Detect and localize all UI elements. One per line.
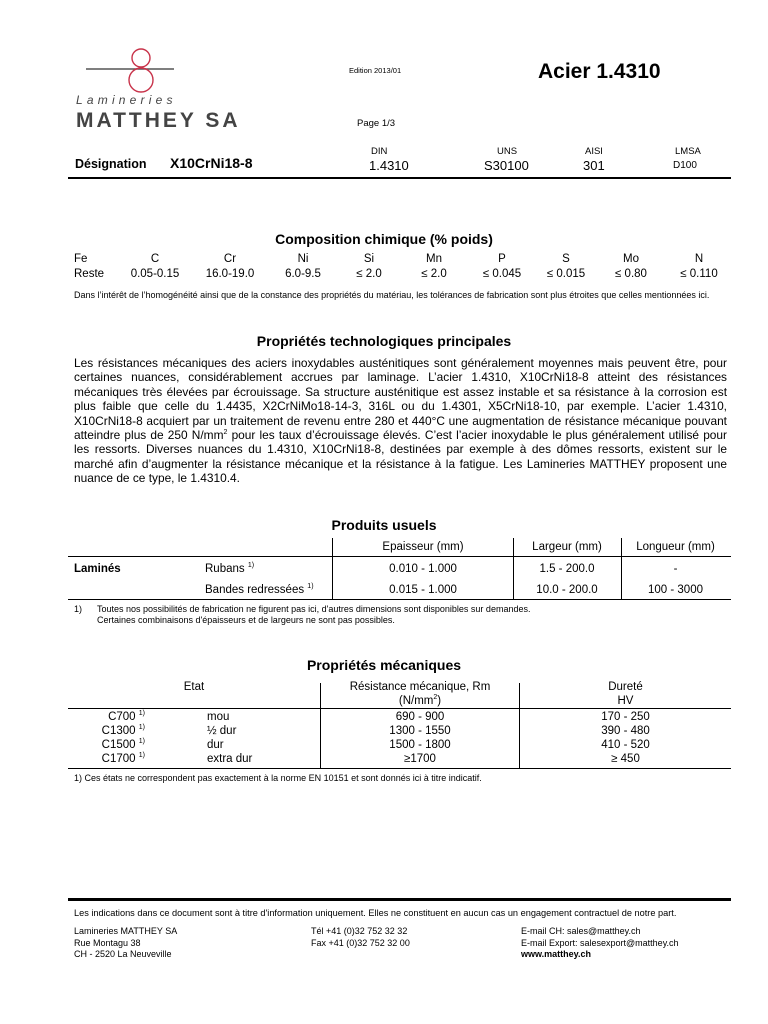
code-text: C1700 [101, 753, 136, 765]
company-logo [86, 44, 176, 98]
rm-unit-close: ) [437, 695, 442, 707]
prod-name-2: Bandes redressées [205, 584, 305, 596]
address-line1: Lamineries MATTHEY SA [74, 926, 178, 936]
table-rule [68, 599, 731, 600]
meca-hv-1: 170 - 250 [601, 711, 650, 723]
page-title: Acier 1.4310 [538, 60, 661, 83]
page-number: Page 1/3 [357, 118, 396, 129]
produits-heading: Produits usuels [331, 517, 437, 533]
meca-rm-4: ≥1700 [404, 753, 436, 765]
code-sup: 1) [138, 738, 145, 746]
val-p: ≤ 0.045 [482, 268, 522, 280]
code-sup: 1) [138, 724, 145, 732]
prod-sup-1: 1) [247, 562, 255, 570]
meca-col-etat: Etat [183, 681, 205, 693]
meca-etat-4: extra dur [207, 753, 253, 765]
std-value-aisi: 301 [583, 158, 605, 173]
code-text: C1300 [101, 725, 136, 737]
el-cr: Cr [223, 253, 237, 265]
el-fe: Fe [74, 253, 88, 265]
meca-hv-4: ≥ 450 [611, 753, 640, 765]
val-n: ≤ 0.110 [680, 268, 718, 280]
std-value-uns: S30100 [484, 158, 529, 173]
val-mn: ≤ 2.0 [421, 268, 447, 280]
address-line3: CH - 2520 La Neuveville [74, 949, 172, 959]
meca-code-4 [90, 753, 145, 765]
el-s: S [562, 253, 570, 265]
designation-grade: X10CrNi18-8 [170, 155, 253, 171]
fax: Fax +41 (0)32 752 32 00 [311, 938, 410, 948]
val-ni: 6.0-9.5 [285, 268, 321, 280]
meca-hv-2: 390 - 480 [601, 725, 650, 737]
footer-rule [68, 898, 731, 901]
prod-group: Laminés [74, 563, 121, 575]
designation-label: Désignation [75, 157, 147, 171]
val-fe: Reste [74, 268, 105, 280]
code-sup: 1) [138, 710, 145, 718]
prod-col-ep: Epaisseur (mm) [382, 541, 464, 553]
code-text: C700 [108, 711, 136, 723]
meca-rm-2: 1300 - 1550 [389, 725, 451, 737]
email-export[interactable]: E-mail Export: salesexport@matthey.ch [521, 938, 679, 948]
el-mn: Mn [426, 253, 442, 265]
el-ni: Ni [297, 253, 309, 265]
prod-col-long: Longueur (mm) [636, 541, 715, 553]
prod-col-larg: Largeur (mm) [532, 541, 602, 553]
techno-text-2: pour les taux d’écrouissage élevés. C’est l’acier inoxydable le plus généralement utilisé pour les ressorts. Diverses nuances du 1.4310, X10CrNi18-8, destinées par exemple à des dômes ressorts, existent sur le marché afin d’augmenter la résistance mécanique et la résistance à la fatigue. Les Lamineries MATTHEY proposent une nuance de ce type, le 1.4310.4. [74, 428, 727, 486]
techno-heading: Propriétés technologiques principales [256, 333, 512, 349]
meca-code-2 [90, 725, 145, 737]
meca-col-dur: Dureté [608, 681, 643, 693]
prod-larg-2: 10.0 - 200.0 [536, 584, 598, 596]
prod-row-name [205, 563, 254, 575]
el-c: C [150, 253, 160, 265]
table-rule [68, 708, 731, 709]
meca-col-rm-unit [321, 695, 519, 707]
prod-ep-2: 0.015 - 1.000 [389, 584, 457, 596]
prod-long-1: - [673, 563, 678, 575]
prod-long-2: 100 - 3000 [648, 584, 703, 596]
disclaimer: Les indications dans ce document sont à titre d'information uniquement. Elles ne constituent en aucun cas un engagement contractuel de notre part. [74, 908, 677, 918]
table-rule [68, 768, 731, 769]
code-sup: 1) [138, 752, 145, 760]
composition-heading: Composition chimique (% poids) [275, 231, 493, 247]
meca-col-rm: Résistance mécanique, Rm [349, 681, 491, 693]
meca-code-3 [90, 739, 145, 751]
val-c: 0.05-0.15 [130, 268, 180, 280]
techno-paragraph [74, 356, 727, 486]
prod-sup-2: 1) [307, 583, 314, 591]
brand-line2: MATTHEY SA [76, 109, 241, 132]
edition: Edition 2013/01 [349, 66, 402, 75]
meca-code-1 [90, 711, 145, 723]
code-text: C1500 [101, 739, 136, 751]
el-si: Si [363, 253, 375, 265]
meca-etat-2: ½ dur [207, 725, 237, 737]
prod-larg-1: 1.5 - 200.0 [539, 563, 595, 575]
prod-ep-1: 0.010 - 1.000 [389, 563, 457, 575]
rm-unit-sup: 2 [433, 694, 438, 702]
meca-rm-1: 690 - 900 [395, 711, 445, 723]
brand-line1: Lamineries [76, 93, 177, 107]
meca-col-dur-unit: HV [617, 695, 634, 707]
prod-name-1: Rubans [205, 563, 245, 575]
std-value-din: 1.4310 [369, 158, 409, 173]
std-value-lmsa: D100 [673, 160, 697, 171]
techno-sup: 2 [223, 429, 228, 437]
prod-row-name [205, 584, 314, 596]
std-label-uns: UNS [497, 146, 518, 157]
email-ch[interactable]: E-mail CH: sales@matthey.ch [521, 926, 641, 936]
address-line2: Rue Montagu 38 [74, 938, 141, 948]
val-si: ≤ 2.0 [356, 268, 382, 280]
val-cr: 16.0-19.0 [205, 268, 255, 280]
meca-heading: Propriétés mécaniques [306, 657, 462, 673]
meca-etat-3: dur [207, 739, 224, 751]
meca-note: 1) Ces états ne correspondent pas exactement à la norme EN 10151 et sont donnés ici à titre indicatif. [74, 773, 482, 783]
meca-etat-1: mou [207, 711, 230, 723]
techno-text-1: Les résistances mécaniques des aciers inoxydables austénitiques sont généralement moyennes mais peuvent être, pour certaines nuances, considérablement accrues par laminage. L’acier 1.4310, X10CrNi18-8 atteint des résistances mécaniques très élevées par écrouissage. Sa structure austénitique est assez instable et sa résistance à la corrosion est plus faible que celle du 1.4435, X2CrNiMo18-14-3, 316L ou du 1.4301, X5CrNi18-10, par exemple. L’acier 1.4310, X10CrNi18-8 acquiert par un traitement de revenu entre 280 et 440°C une augmentation de résistance mécanique pouvant atteindre plus de 250 N/mm [74, 356, 727, 443]
std-label-aisi: AISI [585, 146, 603, 157]
meca-hv-3: 410 - 520 [601, 739, 650, 751]
table-rule [68, 556, 731, 557]
val-s: ≤ 0.015 [546, 268, 586, 280]
rm-unit-text: (N/mm [398, 695, 434, 707]
el-p: P [498, 253, 506, 265]
composition-note: Dans l’intérêt de l’homogénéité ainsi que de la constance des propriétés du matériau, les tolérances de fabrication sont plus étroites que celles mentionnées ici. [74, 290, 710, 300]
phone: Tél +41 (0)32 752 32 32 [311, 926, 408, 936]
prod-note-1: Toutes nos possibilités de fabrication ne figurent pas ici, d'autres dimensions sont disponibles sur demandes. [97, 604, 531, 614]
divider [68, 177, 731, 179]
std-label-din: DIN [371, 146, 388, 157]
el-mo: Mo [623, 253, 639, 265]
val-mo: ≤ 0.80 [615, 268, 647, 280]
el-n: N [694, 253, 704, 265]
std-label-lmsa: LMSA [675, 146, 701, 157]
website-link[interactable]: www.matthey.ch [521, 949, 592, 959]
prod-note-num: 1) [74, 604, 83, 614]
meca-rm-3: 1500 - 1800 [389, 739, 451, 751]
prod-note-2: Certaines combinaisons d'épaisseurs et de largeurs ne sont pas possibles. [97, 615, 395, 625]
